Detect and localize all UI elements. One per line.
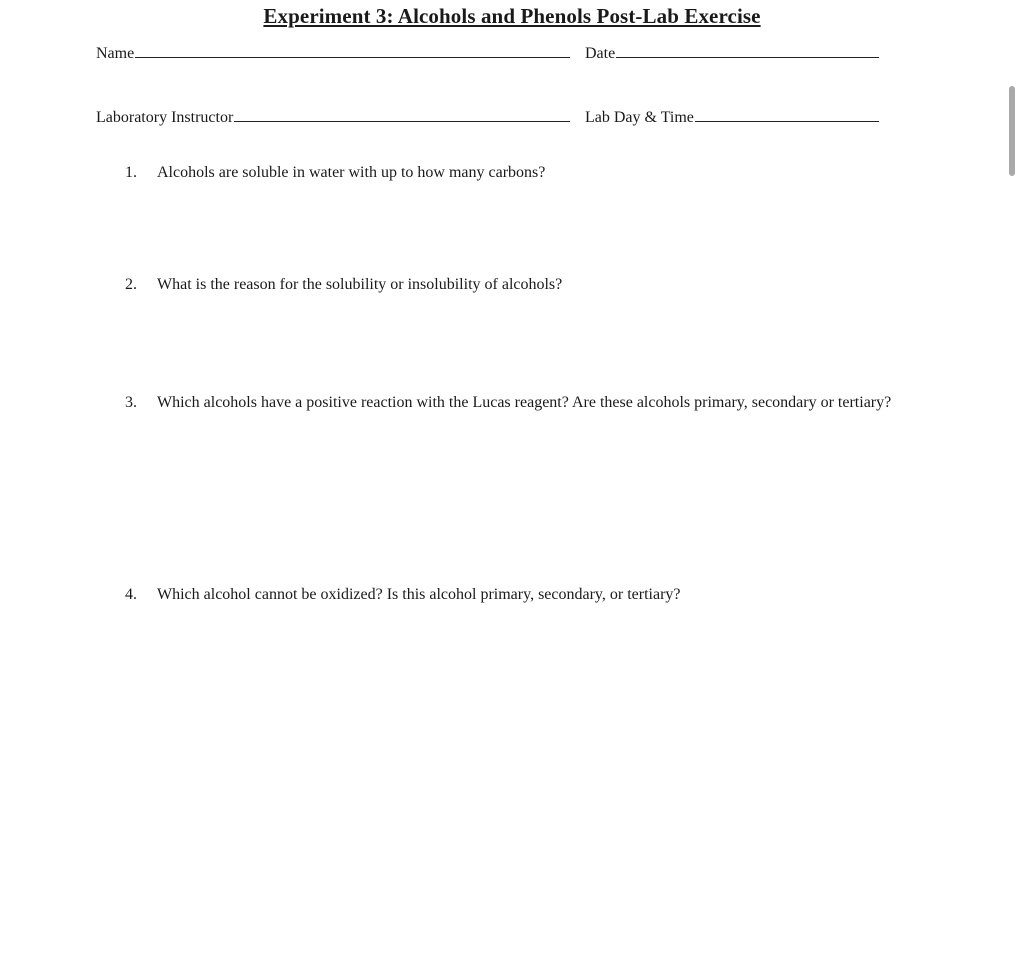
date-answer-line[interactable]: [616, 45, 879, 58]
question-2: [125, 274, 925, 295]
question-text: Alcohols are soluble in water with up to how many carbons?: [157, 164, 546, 181]
question-1: [125, 162, 925, 183]
question-3: [125, 392, 925, 413]
question-number: 4.: [125, 586, 137, 603]
question-4: [125, 584, 925, 605]
instructor-answer-line[interactable]: [234, 109, 570, 122]
date-field[interactable]: [585, 45, 879, 63]
question-text: What is the reason for the solubility or insolubility of alcohols?: [157, 276, 563, 293]
question-number: 1.: [125, 164, 137, 181]
instructor-field[interactable]: [96, 109, 570, 127]
name-answer-line[interactable]: [135, 45, 570, 58]
lab-day-time-answer-line[interactable]: [695, 109, 879, 122]
lab-day-time-field[interactable]: [585, 109, 879, 127]
vertical-scrollbar[interactable]: [1009, 86, 1015, 176]
question-number: 2.: [125, 276, 137, 293]
lab-day-time-label: Lab Day & Time: [585, 109, 694, 126]
question-text: Which alcohols have a positive reaction with the Lucas reagent? Are these alcohols primary, secondary or tertiary?: [157, 394, 892, 411]
document-title: Experiment 3: Alcohols and Phenols Post-Lab Exercise: [263, 4, 761, 28]
name-label: Name: [96, 45, 135, 62]
date-label: Date: [585, 45, 616, 62]
question-number: 3.: [125, 394, 137, 411]
name-field[interactable]: [96, 45, 570, 63]
instructor-label: Laboratory Instructor: [96, 109, 234, 126]
question-text: Which alcohol cannot be oxidized? Is this alcohol primary, secondary, or tertiary?: [157, 586, 681, 603]
